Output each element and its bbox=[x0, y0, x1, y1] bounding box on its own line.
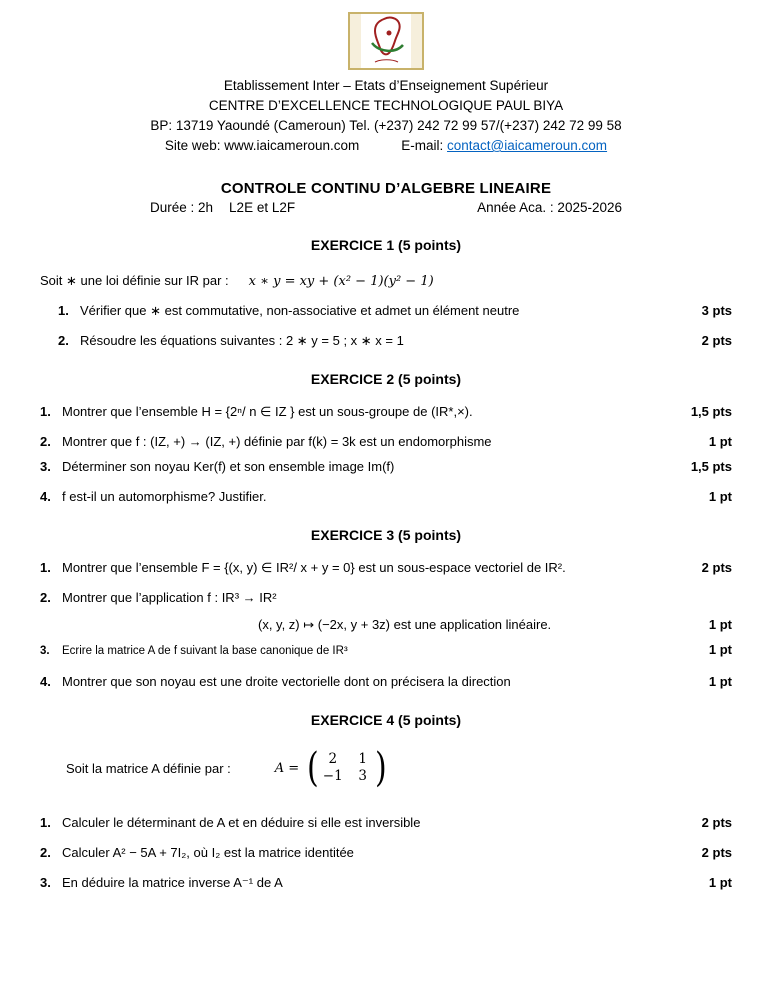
matrix-cell-r2c2: 3 bbox=[358, 768, 367, 784]
matrix-lhs: A = bbox=[274, 760, 300, 776]
ex3-item-1 bbox=[40, 559, 732, 576]
item-number: 3. bbox=[40, 459, 51, 474]
letterhead bbox=[40, 76, 732, 156]
ex3-item-3 bbox=[40, 641, 732, 660]
item-points: 1 pt bbox=[708, 489, 732, 504]
item-points: 1 pt bbox=[708, 434, 732, 449]
item-points: 2 pts bbox=[701, 560, 732, 575]
item-text: Vérifier que ∗ est commutative, non-associative et admet un élément neutre bbox=[80, 303, 520, 318]
item-points: 1 pt bbox=[708, 875, 732, 890]
meta-row bbox=[40, 200, 732, 215]
email-label: E-mail: bbox=[401, 138, 444, 153]
ex2-item-2 bbox=[40, 433, 732, 450]
item-number: 1. bbox=[40, 404, 51, 419]
item-text: Déterminer son noyau Ker(f) et son ensemble image Im(f) bbox=[62, 459, 395, 474]
institution-line: Etablissement Inter – Etats d’Enseignement Supérieur bbox=[223, 78, 549, 93]
item-points: 2 pts bbox=[701, 815, 732, 830]
item-text: Ecrire la matrice A de f suivant la base canonique de IR³ bbox=[62, 645, 348, 657]
ex4-item-2 bbox=[40, 844, 732, 861]
item-number: 1. bbox=[58, 303, 69, 318]
item-points: 3 pts bbox=[701, 303, 732, 318]
exercise-1-heading: EXERCICE 1 (5 points) bbox=[310, 237, 462, 253]
item-points: 1 pt bbox=[708, 642, 732, 657]
item-text: f est-il un automorphisme? Justifier. bbox=[62, 489, 267, 504]
item-points: 1,5 pts bbox=[690, 404, 732, 419]
web-email-line bbox=[40, 136, 732, 156]
exercise-4-heading: EXERCICE 4 (5 points) bbox=[310, 712, 462, 728]
ex1-intro-label: Soit ∗ une loi définie sur IR par : bbox=[40, 273, 229, 288]
ex1-item-2 bbox=[58, 332, 732, 349]
meta-left bbox=[150, 200, 295, 215]
item-points: 2 pts bbox=[701, 845, 732, 860]
item-text: Montrer que l’ensemble F = {(x, y) ∈ IR²/ x + y = 0} est un sous-espace vectoriel de IR². bbox=[62, 560, 566, 575]
ex3-item-2-map-line bbox=[40, 616, 732, 633]
ex2-item-4 bbox=[40, 488, 732, 505]
item-number: 3. bbox=[40, 645, 50, 657]
logo-container bbox=[40, 12, 732, 70]
item-text: En déduire la matrice inverse A⁻¹ de A bbox=[62, 875, 283, 890]
matrix-cell-r1c2: 1 bbox=[358, 751, 367, 767]
item-text: Montrer que l’application f : IR³ → IR² bbox=[62, 590, 277, 605]
item-points: 2 pts bbox=[701, 333, 732, 348]
ex3-item-2 bbox=[40, 589, 732, 606]
address-phone-line: BP: 13719 Yaoundé (Cameroun) Tel. (+237) 242 72 99 57/(+237) 242 72 99 58 bbox=[150, 118, 622, 133]
item-number: 2. bbox=[40, 845, 51, 860]
item-text: Montrer que f : (IZ, +) → (IZ, +) définie par f(k) = 3k est un endomorphisme bbox=[62, 434, 492, 449]
exercise-2-heading: EXERCICE 2 (5 points) bbox=[310, 371, 462, 387]
email-link[interactable]: contact@iaicameroun.com bbox=[447, 138, 608, 153]
ex4-matrix-line bbox=[66, 745, 732, 791]
matrix-cell-r2c1: −1 bbox=[322, 768, 343, 784]
africa-map-logo bbox=[348, 12, 424, 70]
item-points: 1 pt bbox=[708, 674, 732, 689]
item-text: Résoudre les équations suivantes : 2 ∗ y = 5 ; x ∗ x = 1 bbox=[80, 333, 404, 348]
ex2-item-1 bbox=[40, 403, 732, 420]
matrix-cell-r1c1: 2 bbox=[328, 751, 338, 767]
item-points: 1,5 pts bbox=[690, 459, 732, 474]
item-text: Calculer le déterminant de A et en déduire si elle est inversible bbox=[62, 815, 421, 830]
item-number: 1. bbox=[40, 815, 51, 830]
exercise-3-heading: EXERCICE 3 (5 points) bbox=[310, 527, 462, 543]
ex1-item-1 bbox=[58, 302, 732, 319]
academic-year-text: Année Aca. : 2025-2026 bbox=[477, 200, 622, 215]
exercise-1-intro bbox=[40, 273, 732, 289]
classes-text: L2E et L2F bbox=[229, 200, 296, 215]
map-line-text: (x, y, z) ↦ (−2x, y + 3z) est une application linéaire. bbox=[258, 617, 552, 632]
matrix-a bbox=[323, 751, 371, 785]
ex4-intro-label: Soit la matrice A définie par : bbox=[66, 760, 231, 776]
item-number: 4. bbox=[40, 489, 51, 504]
item-number: 2. bbox=[40, 434, 51, 449]
matrix-paren-open: ( bbox=[307, 745, 319, 791]
site-web-text: Site web: www.iaicameroun.com bbox=[164, 138, 360, 153]
item-number: 3. bbox=[40, 875, 51, 890]
matrix-paren-close: ) bbox=[374, 745, 387, 791]
ex1-intro-formula: x ∗ y = xy + (x² − 1)(y² − 1) bbox=[248, 274, 434, 289]
item-number: 1. bbox=[40, 560, 51, 575]
center-name-line: CENTRE D’EXCELLENCE TECHNOLOGIQUE PAUL BIYA bbox=[208, 98, 564, 113]
ex4-item-3 bbox=[40, 874, 732, 891]
item-points: 1 pt bbox=[708, 617, 732, 632]
ex2-item-3 bbox=[40, 458, 732, 475]
document-title: CONTROLE CONTINU D’ALGEBRE LINEAIRE bbox=[220, 180, 552, 197]
item-number: 2. bbox=[40, 590, 51, 605]
item-text: Calculer A² − 5A + 7I₂, où I₂ est la matrice identitée bbox=[62, 845, 354, 860]
ex3-item-4 bbox=[40, 673, 732, 690]
item-text: Montrer que l’ensemble H = {2ⁿ/ n ∈ IZ } est un sous-groupe de (IR*,×). bbox=[62, 404, 473, 419]
duration-text: Durée : 2h bbox=[150, 200, 214, 215]
item-number: 2. bbox=[58, 333, 69, 348]
item-text: Montrer que son noyau est une droite vectorielle dont on précisera la direction bbox=[62, 674, 511, 689]
item-number: 4. bbox=[40, 674, 51, 689]
ex4-item-1 bbox=[40, 814, 732, 831]
